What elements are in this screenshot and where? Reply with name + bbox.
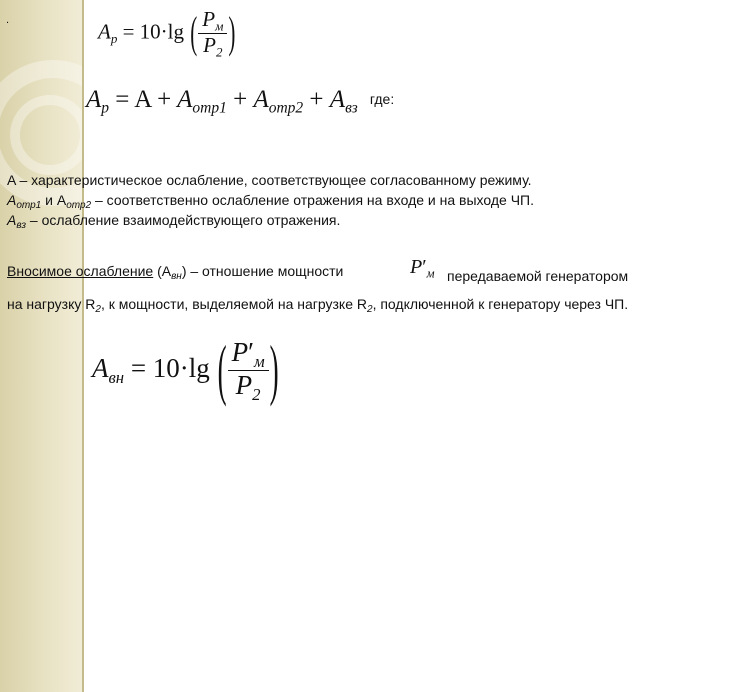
insertion-loss-term: Вносимое ослабление bbox=[7, 263, 154, 279]
formula-ap-log: $A_p = 10\cdot\lg$ ( $\frac{P_м}{P_2}$ ) bbox=[98, 7, 236, 60]
formula-ap-sum: $A_p = A + A_{отр1} + A_{отр2} + A_{вз}$ где: bbox=[86, 86, 395, 117]
insertion-loss-line1: Вносимое ослабление $(A_{вн})$ – отношение мощности bbox=[7, 263, 344, 282]
insertion-loss-line1-end: передаваемой генератором bbox=[447, 268, 629, 284]
where-label: где: bbox=[369, 91, 395, 107]
insertion-loss-line2: на нагрузку $R_2$, к мощности, выделяемой на нагрузке $R_2$, подключенной к генератору через ЧП. bbox=[7, 296, 629, 315]
decorative-ring bbox=[10, 95, 82, 175]
p-m-prime-symbol: $P'_м$ bbox=[410, 256, 435, 281]
definition-a-vz: $A_{вз}$ – ослабление взаимодействующего отражения. bbox=[7, 212, 341, 231]
definition-a-otr: $A_{отр1}$ и $A_{отр2}$ – соответственно ослабление отражения на входе и на выходе ЧП. bbox=[7, 192, 534, 211]
definition-a: A – характеристическое ослабление, соответствующее согласованному режиму. bbox=[7, 172, 532, 188]
formula-a-vn: $A_{вн} = 10\cdot\lg$ ( $\frac{P'_м}{P_2}$ ) bbox=[92, 332, 279, 408]
decorative-sidebar bbox=[0, 0, 82, 692]
top-dot: . bbox=[6, 14, 10, 26]
sidebar-divider bbox=[82, 0, 84, 692]
